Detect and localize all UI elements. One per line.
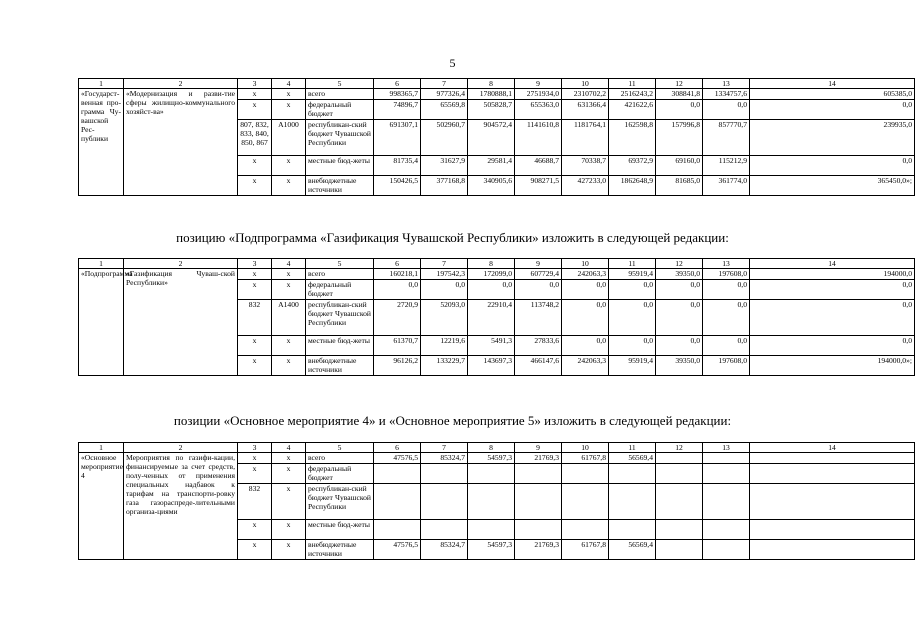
table-row — [79, 453, 915, 464]
item-name: «Основное мероприятие 4 — [79, 453, 124, 560]
amount-cell: 0,0 — [609, 336, 656, 356]
column-number: 1 — [79, 259, 124, 269]
amount-cell: 0,0 — [374, 280, 421, 300]
amount-cell — [468, 484, 515, 520]
code-cell: x — [238, 464, 272, 484]
item-description: «Газификация Чуваш-ской Республики» — [124, 269, 238, 376]
amount-cell — [703, 464, 750, 484]
funding-source: федеральный бюджет — [306, 100, 374, 120]
column-number: 12 — [656, 79, 703, 89]
code-cell: x — [272, 100, 306, 120]
column-number: 2 — [124, 79, 238, 89]
amount-cell — [609, 484, 656, 520]
amount-cell: 52093,0 — [421, 300, 468, 336]
code-cell: x — [272, 156, 306, 176]
funding-source: внебюджетные источники — [306, 176, 374, 196]
code-cell: x — [272, 520, 306, 540]
amount-cell: 0,0 — [656, 300, 703, 336]
column-number: 3 — [238, 259, 272, 269]
funding-source: республикан-ский бюджет Чувашской Республики — [306, 484, 374, 520]
code-cell: x — [238, 280, 272, 300]
amount-cell: 0,0 — [468, 280, 515, 300]
amount-cell — [374, 484, 421, 520]
code-cell: x — [238, 356, 272, 376]
column-number: 8 — [468, 443, 515, 453]
funding-source: республикан-ский бюджет Чувашской Республики — [306, 120, 374, 156]
column-number: 13 — [703, 443, 750, 453]
column-number: 8 — [468, 79, 515, 89]
amount-cell: 239935,0 — [750, 120, 915, 156]
column-number: 4 — [272, 79, 306, 89]
amount-cell — [703, 520, 750, 540]
amount-cell: 0,0 — [562, 336, 609, 356]
amount-cell: 143697,3 — [468, 356, 515, 376]
amount-cell: 22910,4 — [468, 300, 515, 336]
amount-cell — [562, 520, 609, 540]
amount-cell — [609, 520, 656, 540]
amount-cell: 340905,6 — [468, 176, 515, 196]
amount-cell: 115212,9 — [703, 156, 750, 176]
amount-cell — [750, 453, 915, 464]
column-number: 1 — [79, 79, 124, 89]
column-number: 4 — [272, 259, 306, 269]
funding-source: всего — [306, 453, 374, 464]
amount-cell: 21769,3 — [515, 453, 562, 464]
amount-cell: 113748,2 — [515, 300, 562, 336]
code-cell: x — [272, 280, 306, 300]
amount-cell: 95919,4 — [609, 356, 656, 376]
amount-cell: 69372,9 — [609, 156, 656, 176]
funding-source: внебюджетные источники — [306, 540, 374, 560]
column-number: 4 — [272, 443, 306, 453]
code-cell: 832 — [238, 484, 272, 520]
code-cell: 832 — [238, 300, 272, 336]
column-number: 9 — [515, 259, 562, 269]
amount-cell: 0,0 — [703, 100, 750, 120]
amount-cell — [656, 453, 703, 464]
amount-cell: 857770,7 — [703, 120, 750, 156]
amount-cell — [562, 484, 609, 520]
column-number: 6 — [374, 259, 421, 269]
table-row — [79, 269, 915, 280]
amount-cell — [750, 520, 915, 540]
amount-cell: 377168,8 — [421, 176, 468, 196]
amount-cell: 2516243,2 — [609, 89, 656, 100]
column-number: 6 — [374, 79, 421, 89]
column-number: 9 — [515, 443, 562, 453]
amount-cell: 605385,0 — [750, 89, 915, 100]
code-cell: x — [272, 540, 306, 560]
amount-cell: 908271,5 — [515, 176, 562, 196]
amount-cell: 361774,0 — [703, 176, 750, 196]
code-cell: 807, 832, 833, 840, 850, 867 — [238, 120, 272, 156]
column-number: 14 — [750, 79, 915, 89]
amount-cell — [656, 464, 703, 484]
amount-cell: 0,0 — [656, 100, 703, 120]
column-number: 11 — [609, 79, 656, 89]
code-cell: x — [272, 484, 306, 520]
amount-cell: 1780888,1 — [468, 89, 515, 100]
item-name: «Государст-венная про-грамма Чу-вашской Рес-публики — [79, 89, 124, 196]
column-number: 5 — [306, 79, 374, 89]
amount-cell: 65569,8 — [421, 100, 468, 120]
amount-cell — [421, 484, 468, 520]
amount-cell: 150426,5 — [374, 176, 421, 196]
amount-cell: 27833,6 — [515, 336, 562, 356]
amount-cell: 0,0 — [703, 300, 750, 336]
amount-cell: 0,0 — [609, 280, 656, 300]
table-row — [79, 89, 915, 100]
amount-cell: 0,0 — [703, 336, 750, 356]
amount-cell — [750, 540, 915, 560]
amount-cell: 194000,0»; — [750, 356, 915, 376]
amount-cell: 0,0 — [656, 336, 703, 356]
amount-cell: 0,0 — [609, 300, 656, 336]
amount-cell — [703, 540, 750, 560]
column-number: 5 — [306, 443, 374, 453]
measures-table — [78, 442, 915, 560]
amount-cell: 0,0 — [750, 156, 915, 176]
amount-cell: 74896,7 — [374, 100, 421, 120]
amount-cell — [656, 484, 703, 520]
amount-cell: 502960,7 — [421, 120, 468, 156]
column-number: 5 — [306, 259, 374, 269]
amount-cell: 56569,4 — [609, 540, 656, 560]
amount-cell — [515, 464, 562, 484]
amount-cell: 365450,0»; — [750, 176, 915, 196]
amount-cell: 691307,1 — [374, 120, 421, 156]
amount-cell: 0,0 — [703, 280, 750, 300]
amount-cell: 1862648,9 — [609, 176, 656, 196]
code-cell: x — [238, 540, 272, 560]
amount-cell: 157996,8 — [656, 120, 703, 156]
amount-cell: 197608,0 — [703, 356, 750, 376]
amount-cell: 39350,0 — [656, 356, 703, 376]
amount-cell: 2720,9 — [374, 300, 421, 336]
item-description: Мероприятия по газифи-кации, финансируемые за счет средств, полу-ченных от применения специальных надбавок к тарифам на транспорти-ровку газа газораспреде-лительными организа-циями — [124, 453, 238, 560]
funding-source: местные бюд-жеты — [306, 156, 374, 176]
column-number: 7 — [421, 79, 468, 89]
program-table — [78, 78, 915, 196]
column-number: 3 — [238, 443, 272, 453]
header-row — [79, 79, 915, 89]
amount-cell: 607729,4 — [515, 269, 562, 280]
amount-cell: 505828,7 — [468, 100, 515, 120]
amount-cell: 242063,3 — [562, 356, 609, 376]
amount-cell: 655363,0 — [515, 100, 562, 120]
amount-cell — [609, 464, 656, 484]
column-number: 7 — [421, 259, 468, 269]
amount-cell: 0,0 — [750, 336, 915, 356]
amount-cell: 977326,4 — [421, 89, 468, 100]
amount-cell — [656, 540, 703, 560]
amount-cell: 47576,5 — [374, 453, 421, 464]
column-number: 14 — [750, 259, 915, 269]
column-number: 13 — [703, 259, 750, 269]
amount-cell: 81685,0 — [656, 176, 703, 196]
amount-cell: 69160,0 — [656, 156, 703, 176]
header-row — [79, 443, 915, 453]
amount-cell: 160218,1 — [374, 269, 421, 280]
amount-cell: 162598,8 — [609, 120, 656, 156]
column-number: 12 — [656, 443, 703, 453]
amount-cell — [703, 453, 750, 464]
amount-cell: 133229,7 — [421, 356, 468, 376]
code-cell: x — [272, 464, 306, 484]
amount-cell: 70338,7 — [562, 156, 609, 176]
amount-cell: 0,0 — [750, 300, 915, 336]
amount-cell: 0,0 — [750, 280, 915, 300]
amount-cell: 172099,0 — [468, 269, 515, 280]
amount-cell: 39350,0 — [656, 269, 703, 280]
subprogram-table — [78, 258, 915, 376]
code-cell: А1000 — [272, 120, 306, 156]
amount-cell: 197608,0 — [703, 269, 750, 280]
amount-cell: 12219,6 — [421, 336, 468, 356]
amount-cell — [515, 484, 562, 520]
funding-source: всего — [306, 269, 374, 280]
amount-cell: 904572,4 — [468, 120, 515, 156]
code-cell: x — [238, 453, 272, 464]
code-cell: А1400 — [272, 300, 306, 336]
code-cell: x — [238, 520, 272, 540]
amount-cell: 2310702,2 — [562, 89, 609, 100]
code-cell: x — [238, 336, 272, 356]
amount-cell — [750, 464, 915, 484]
amount-cell: 421622,6 — [609, 100, 656, 120]
funding-source: федеральный бюджет — [306, 280, 374, 300]
code-cell: x — [272, 176, 306, 196]
amount-cell: 0,0 — [562, 300, 609, 336]
code-cell: x — [238, 89, 272, 100]
amount-cell: 31627,9 — [421, 156, 468, 176]
code-cell: x — [272, 453, 306, 464]
amount-cell — [515, 520, 562, 540]
amount-cell: 0,0 — [562, 280, 609, 300]
amount-cell: 1181764,1 — [562, 120, 609, 156]
item-description: «Модернизация и разви-тие сферы жилищно-коммунального хозяйст-ва» — [124, 89, 238, 196]
funding-source: внебюджетные источники — [306, 356, 374, 376]
code-cell: x — [272, 336, 306, 356]
amount-cell: 0,0 — [656, 280, 703, 300]
amount-cell — [656, 520, 703, 540]
column-number: 13 — [703, 79, 750, 89]
amount-cell: 2751934,0 — [515, 89, 562, 100]
header-row — [79, 259, 915, 269]
amount-cell: 29581,4 — [468, 156, 515, 176]
funding-source: республикан-ский бюджет Чувашской Республики — [306, 300, 374, 336]
amount-cell: 96126,2 — [374, 356, 421, 376]
column-number: 9 — [515, 79, 562, 89]
amount-cell: 46688,7 — [515, 156, 562, 176]
amount-cell — [421, 464, 468, 484]
code-cell: x — [238, 100, 272, 120]
amount-cell: 197542,3 — [421, 269, 468, 280]
amount-cell: 1141610,8 — [515, 120, 562, 156]
amount-cell — [421, 520, 468, 540]
code-cell: x — [272, 356, 306, 376]
amount-cell — [374, 520, 421, 540]
column-number: 10 — [562, 259, 609, 269]
amount-cell: 85324,7 — [421, 453, 468, 464]
amount-cell — [468, 520, 515, 540]
column-number: 8 — [468, 259, 515, 269]
amount-cell: 0,0 — [750, 100, 915, 120]
amount-cell: 47576,5 — [374, 540, 421, 560]
amount-cell: 242063,3 — [562, 269, 609, 280]
column-number: 7 — [421, 443, 468, 453]
page-number: 5 — [449, 56, 456, 70]
code-cell: x — [238, 176, 272, 196]
funding-source: местные бюд-жеты — [306, 520, 374, 540]
funding-source: федеральный бюджет — [306, 464, 374, 484]
column-number: 2 — [124, 259, 238, 269]
amount-cell: 0,0 — [515, 280, 562, 300]
amount-cell: 61767,8 — [562, 453, 609, 464]
amount-cell — [703, 484, 750, 520]
amount-cell: 631366,4 — [562, 100, 609, 120]
code-cell: x — [272, 269, 306, 280]
column-number: 11 — [609, 443, 656, 453]
column-number: 3 — [238, 79, 272, 89]
amount-cell: 54597,3 — [468, 540, 515, 560]
funding-source: всего — [306, 89, 374, 100]
funding-source: местные бюд-жеты — [306, 336, 374, 356]
amount-cell — [374, 464, 421, 484]
amount-cell: 998365,7 — [374, 89, 421, 100]
column-number: 10 — [562, 79, 609, 89]
amount-cell: 61767,8 — [562, 540, 609, 560]
amount-cell: 81735,4 — [374, 156, 421, 176]
amount-cell: 85324,7 — [421, 540, 468, 560]
subprogram-caption: позицию «Подпрограмма «Газификация Чувашской Республики» изложить в следующей редакции: — [176, 230, 729, 245]
amount-cell: 466147,6 — [515, 356, 562, 376]
code-cell: x — [238, 156, 272, 176]
measures-caption: позиции «Основное мероприятие 4» и «Основное мероприятие 5» изложить в следующей редакции: — [173, 413, 732, 428]
column-number: 2 — [124, 443, 238, 453]
column-number: 11 — [609, 259, 656, 269]
column-number: 12 — [656, 259, 703, 269]
amount-cell — [750, 484, 915, 520]
amount-cell: 1334757,6 — [703, 89, 750, 100]
amount-cell: 308841,8 — [656, 89, 703, 100]
column-number: 6 — [374, 443, 421, 453]
amount-cell: 56569,4 — [609, 453, 656, 464]
amount-cell: 61370,7 — [374, 336, 421, 356]
code-cell: x — [272, 89, 306, 100]
amount-cell: 5491,3 — [468, 336, 515, 356]
column-number: 10 — [562, 443, 609, 453]
column-number: 1 — [79, 443, 124, 453]
item-name: «Подпрограмма — [79, 269, 124, 376]
amount-cell — [468, 464, 515, 484]
amount-cell: 0,0 — [421, 280, 468, 300]
amount-cell: 427233,0 — [562, 176, 609, 196]
amount-cell: 54597,3 — [468, 453, 515, 464]
amount-cell: 194000,0 — [750, 269, 915, 280]
column-number: 14 — [750, 443, 915, 453]
amount-cell: 21769,3 — [515, 540, 562, 560]
amount-cell: 95919,4 — [609, 269, 656, 280]
amount-cell — [562, 464, 609, 484]
code-cell: x — [238, 269, 272, 280]
